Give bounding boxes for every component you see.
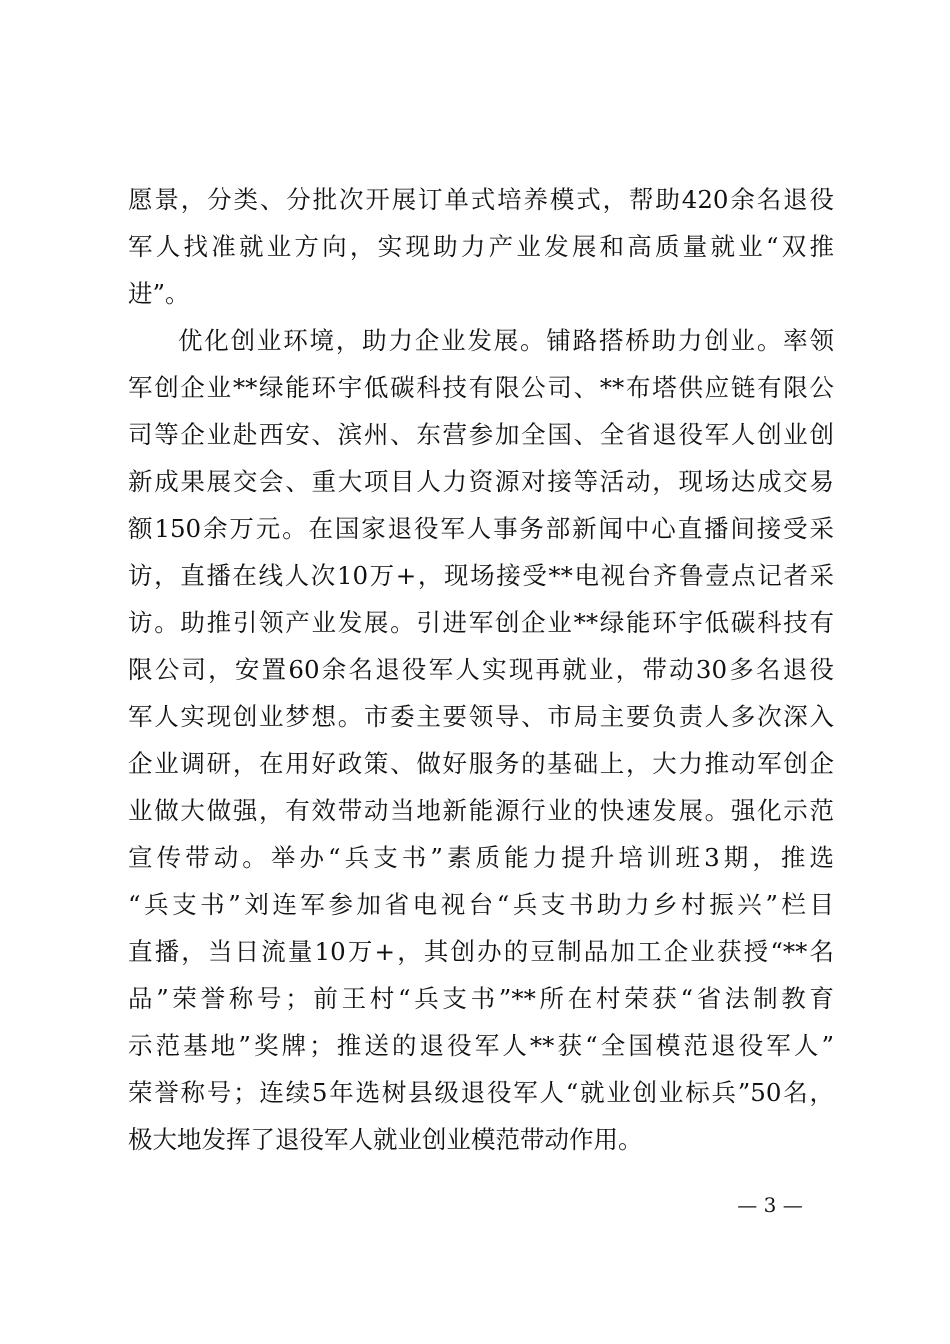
paragraph-2-line-10: 企业调研，在用好政策、做好服务的基础上，大力推动军创企 [128,749,834,778]
paragraph-2-line-3: 司等企业赴西安、滨州、东营参加全国、全省退役军人创业创 [128,420,834,449]
paragraph-2-line-5: 额150余万元。在国家退役军人事务部新闻中心直播间接受采 [128,514,834,543]
paragraph-2-line-18: 极大地发挥了退役军人就业创业模范带动作用。 [128,1125,643,1154]
paragraph-1-line-3: 进”。 [128,279,190,308]
paragraph-2-line-8: 限公司，安置60余名退役军人实现再就业，带动30多名退役 [128,655,834,684]
paragraph-2-line-12: 宣传带动。举办“兵支书”素质能力提升培训班3期，推选 [128,843,834,872]
paragraph-2-line-16: 示范基地”奖牌；推送的退役军人**获“全国模范退役军人” [128,1031,834,1060]
paragraph-2-line-6: 访，直播在线人次10万+，现场接受**电视台齐鲁壹点记者采 [128,561,834,590]
paragraph-2-line-17: 荣誉称号；连续5年选树县级退役军人“就业创业标兵”50名， [128,1078,834,1107]
paragraph-2-line-14: 直播，当日流量10万+，其创办的豆制品加工企业获授“**名 [128,937,834,966]
paragraph-2-line-7: 访。助推引领产业发展。引进军创企业**绿能环宇低碳科技有 [128,608,834,637]
paragraph-2-line-11: 业做大做强，有效带动当地新能源行业的快速发展。强化示范 [128,796,834,825]
page-number: — 3 — [737,1193,803,1217]
paragraph-1-line-1: 愿景，分类、分批次开展订单式培养模式，帮助420余名退役 [128,185,834,214]
paragraph-2-line-13: “兵支书”刘连军参加省电视台“兵支书助力乡村振兴”栏目 [128,890,834,919]
paragraph-2-line-4: 新成果展交会、重大项目人力资源对接等活动，现场达成交易 [128,467,834,496]
paragraph-2-line-15: 品”荣誉称号；前王村“兵支书”**所在村荣获“省法制教育 [128,984,834,1013]
paragraph-2-line-1: 优化创业环境，助力企业发展。铺路搭桥助力创业。率领 [178,326,834,355]
paragraph-2-line-2: 军创企业**绿能环宇低碳科技有限公司、**布塔供应链有限公 [128,373,834,402]
paragraph-1-line-2: 军人找准就业方向，实现助力产业发展和高质量就业“双推 [128,232,834,261]
paragraph-2-line-9: 军人实现创业梦想。市委主要领导、市局主要负责人多次深入 [128,702,834,731]
